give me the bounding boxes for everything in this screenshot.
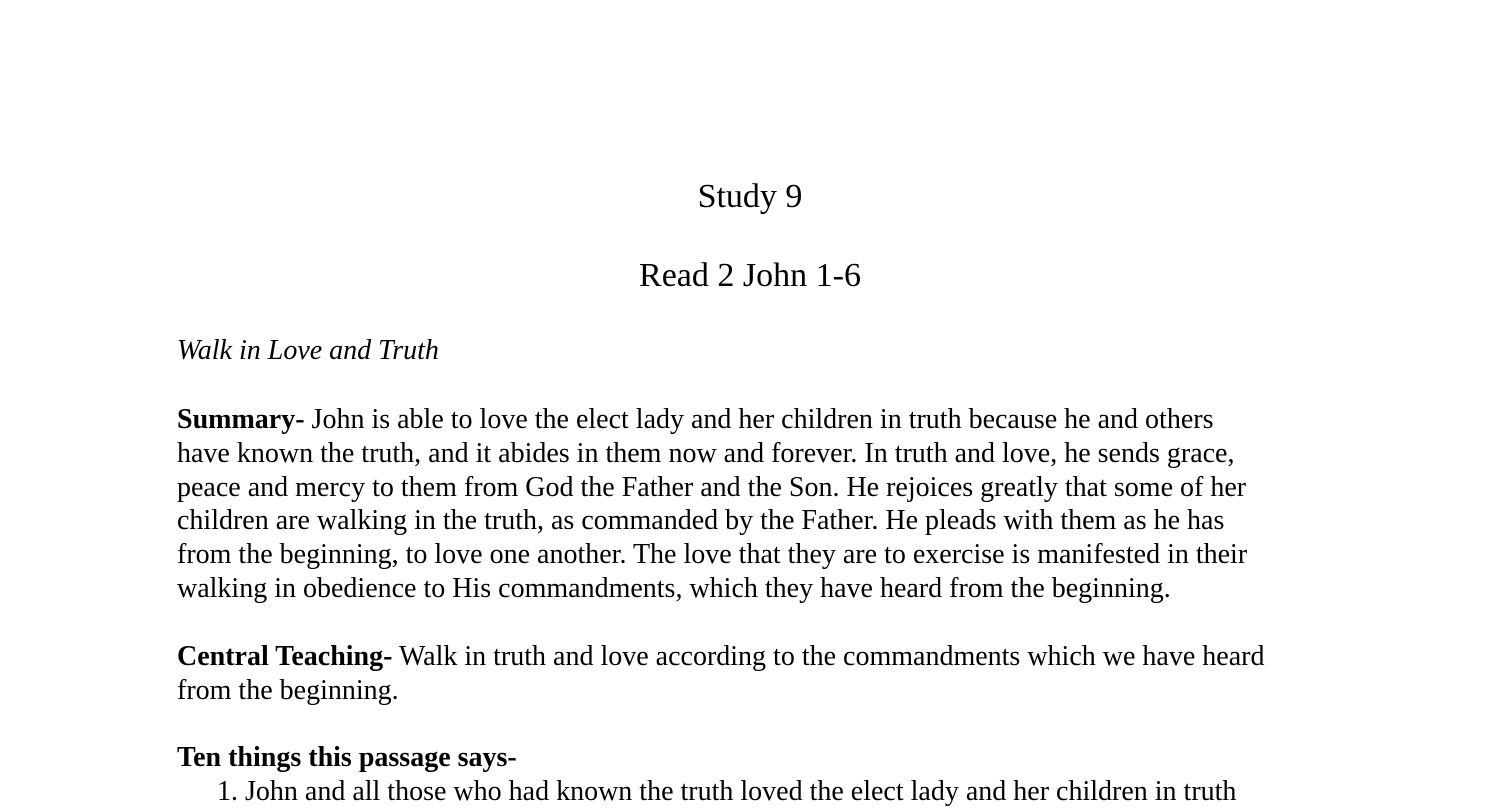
summary-line xyxy=(177,403,1327,437)
ten-things-list xyxy=(217,775,1367,809)
list-item: 1. John and all those who had known the truth loved the elect lady and her children in truth xyxy=(217,776,1237,807)
summary-label: Summary- xyxy=(177,404,305,435)
summary-line: from the beginning, to love one another. The love that they are to exercise is manifested in their xyxy=(177,539,1248,571)
ten-things-heading-text: Ten things this passage says- xyxy=(177,742,517,773)
reading-reference: Read 2 John 1-6 xyxy=(639,257,861,294)
summary-line: children are walking in the truth, as commanded by the Father. He pleads with them as he has xyxy=(177,505,1225,537)
central-teaching-line-text: Walk in truth and love according to the commandments which we have heard xyxy=(398,641,1265,672)
study-subtitle xyxy=(177,334,1327,368)
subtitle-text: Walk in Love and Truth xyxy=(177,335,439,366)
central-teaching-line: from the beginning. xyxy=(177,674,399,706)
summary-line: have known the truth, and it abides in them now and forever. In truth and love, he sends grace, xyxy=(177,437,1235,469)
central-teaching-label: Central Teaching- xyxy=(177,641,393,672)
summary-line-text: John is able to love the elect lady and her children in truth because he and others xyxy=(311,404,1214,435)
summary-line: peace and mercy to them from God the Father and the Son. He rejoices greatly that some of her xyxy=(177,471,1247,503)
ten-things-heading xyxy=(177,741,1327,775)
central-teaching-paragraph xyxy=(177,640,1327,708)
study-title: Study 9 xyxy=(697,178,803,215)
summary-paragraph xyxy=(177,403,1327,606)
summary-line: walking in obedience to His commandments, which they have heard from the beginning. xyxy=(177,572,1171,604)
central-teaching-line xyxy=(177,640,1327,674)
